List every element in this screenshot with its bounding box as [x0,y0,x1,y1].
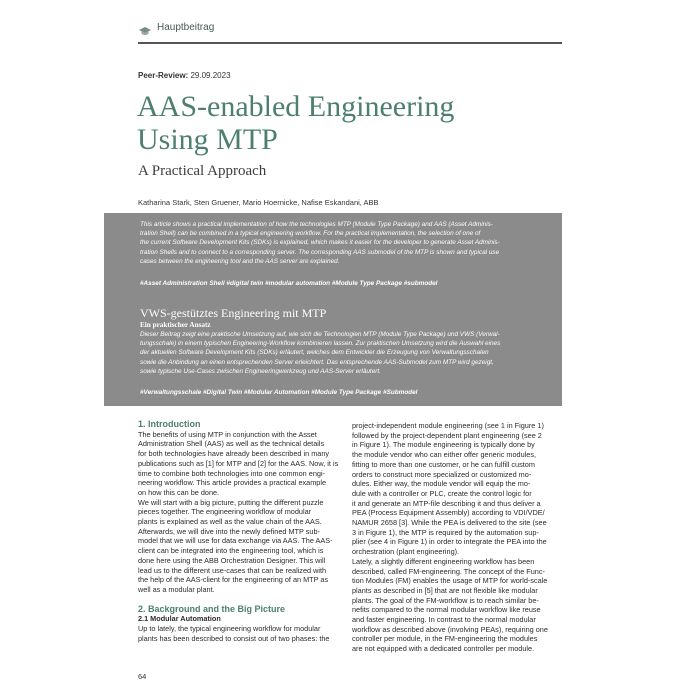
abstract-box [104,213,562,406]
header-rule [138,42,562,44]
body-line: nefits compared to the normal modular workflow like reuse [352,605,541,615]
abstract-line: Dieser Beitrag zeigt eine praktische Umsetzung auf, wie sich die Technologien MTP (Module Type Package) und VWS (Verwal- [140,331,500,338]
body-line: Lately, a slightly different engineering workflow has been [352,556,535,566]
abstract-en-keywords: #Asset Administration Shell #digital twin #modular automation #Module Type Package #submodel [140,280,438,287]
body-line: well as a modular plant. [138,584,215,594]
abstract-de-keywords: #Verwaltungsschale #Digital Twin #Modular Automation #Module Type Package #Submodel [140,389,418,396]
body-line: and faster engineering. In contrast to the normal modular [352,615,536,625]
body-line: controller per module, in the FM-engineering the modules [352,634,538,644]
abstract-line: tungsschale) in einem typischen Engineering-Workflow kombinieren lassen. Zur praktischen Umsetzung wird die Auswahl eines [140,340,501,348]
body-line: described, called FM-engineering. The concept of the Func- [352,566,545,576]
body-line: the module vendor who can either offer generic modules, [352,450,537,460]
graduation-cap-icon [139,24,151,34]
section-label: Hauptbeitrag [157,22,215,33]
body-line: lead us to the different use-cases that can be realized with [138,565,327,575]
body-line: Administration Shell (AAS) as well as the technical details [138,439,325,449]
page-number: 64 [138,672,147,681]
article-title [137,90,567,156]
body-line: dule with a controller or PLC, create the control logic for [352,488,532,498]
body-line: plier (see 4 in Figure 1) in order to integrate the PEA into the [352,537,547,547]
abstract-line: tration Shells and to connect to a corresponding server. The corresponding AAS submodel of the MTP is shown and typical use [140,248,500,256]
abstract-line: cases between the engineering tool and the AAS server are explained. [140,257,340,265]
peer-review-label: Peer-Review: [138,71,189,80]
body-line: project-independent module engineering (see 1 in Figure 1) [352,421,544,430]
body-line: publications such as [1] for MTP and [2] for the AAS. Now, it is [138,458,339,468]
body-line: orders to construct more specialized or customized mo- [352,469,532,479]
abstract-line: the current Software Development Kits (SDKs) is explained, which makes it easier for the developer to generate Asset Adminis- [140,239,500,247]
abstract-de-subtitle: Ein praktischer Ansatz [140,321,211,329]
body-line: plants has been described to consist out of two phases: the [138,633,330,643]
body-line: are not equipped with a dedicated controller per module. [352,644,535,654]
section-heading: 1. Introduction [138,419,201,429]
body-line: it and generate an MTP-file describing it and thus deliver a [352,498,541,508]
body-line: dules. Either way, the module vendor will equip the mo- [352,479,531,489]
abstract-de-title: VWS-gestütztes Engineering mit MTP [140,306,327,320]
body-line: done here using the ABB Orchestration Designer. This will [138,555,326,565]
body-line: followed by the project-dependent plant engineering (see 2 [352,430,542,440]
body-line: workflow as described above (involving PEAs), requiring one [352,624,548,634]
body-line: model that we will use for data exchange via AAS. The AAS- [138,536,333,546]
body-line: Afterwards, we will dive into the newly defined MTP sub- [138,526,320,536]
article-subtitle: A Practical Approach [138,163,267,179]
body-line: tion Modules (FM) enables the usage of MTP for world-scale [352,576,548,586]
abstract-line: This article shows a practical implementation of how the technologies MTP (Module Type Package) and AAS (Asset Adminis- [140,221,493,228]
title-line: AAS-enabled Engineering [137,90,455,123]
section-heading: 2. Background and the Big Picture [138,603,286,614]
body-line: pieces together. The engineering workflow of modular [138,507,312,517]
abstract-en-text [140,220,556,266]
body-paragraph [138,624,350,643]
body-line: on how this can be done. [138,487,220,497]
body-paragraph [138,430,350,595]
abstract-de-text [140,330,556,376]
body-line: client can be integrated into the engineering tool, which is [138,546,324,556]
body-line: the help of the AAS-client for the engineering of an MTP as [138,575,329,585]
left-column [138,420,350,643]
body-line: in Figure 1). The module engineering is typically done by [352,440,535,450]
peer-review-line [138,71,231,80]
body-line: plants as described in [5] that are not flexible like modular [352,585,538,595]
body-line: orchestration (plant engineering). [352,547,460,557]
body-line: fitting to more than one customer, or he can fulfill custom [352,459,535,469]
body-line: plants. The goal of the FM-workflow is to reach similar be- [352,595,539,605]
body-line: We will start with a big picture, putting the different puzzle [138,497,324,507]
title-line: Using MTP [137,123,278,156]
body-line: plants is explained as well as the value chain of the AAS. [138,517,322,527]
abstract-line: sowie die Anbindung an einen entsprechenden Server erleichtert. Das entsprechende AAS-Submodel zum MTP wird gezeigt, [140,358,494,366]
body-line: The benefits of using MTP in conjunction with the Asset [138,429,317,439]
body-line: NAMUR 2658 [3]. While the PEA is delivered to the site (see [352,518,547,528]
body-line: Up to lately, the typical engineering workflow for modular [138,624,321,634]
body-line: 3 in Figure 1), the MTP is required by the automation sup- [352,527,539,537]
body-line: neering workflow. This article provides a practical example [138,478,327,488]
abstract-line: der aktuellen Software Development Kits (SDKs) erläutert, welches dem Entwickler die Erzeugung von Verwaltungsschalen [140,349,489,357]
abstract-line: sowie typische Use-Cases zwischen Engineeringwerkzeug und AAS-Server erläutert. [140,367,381,375]
body-line: PEA (Process Equipment Assembly) according to VDI/VDE/ [352,508,545,518]
author-list: Katharina Stark, Sten Gruener, Mario Hoernicke, Nafise Eskandani, ABB [138,198,379,207]
body-line: for both technologies have already been described in many [138,449,330,459]
subsection-heading: 2.1 Modular Automation [138,614,221,624]
right-column [352,421,564,654]
peer-review-date: 29.09.2023 [190,71,231,80]
abstract-line: tration Shell) can be combined in a typical engineering workflow. For the practical implementation, the selection of one of [140,230,481,238]
body-line: time to combine both technologies into one common engi- [138,468,325,478]
